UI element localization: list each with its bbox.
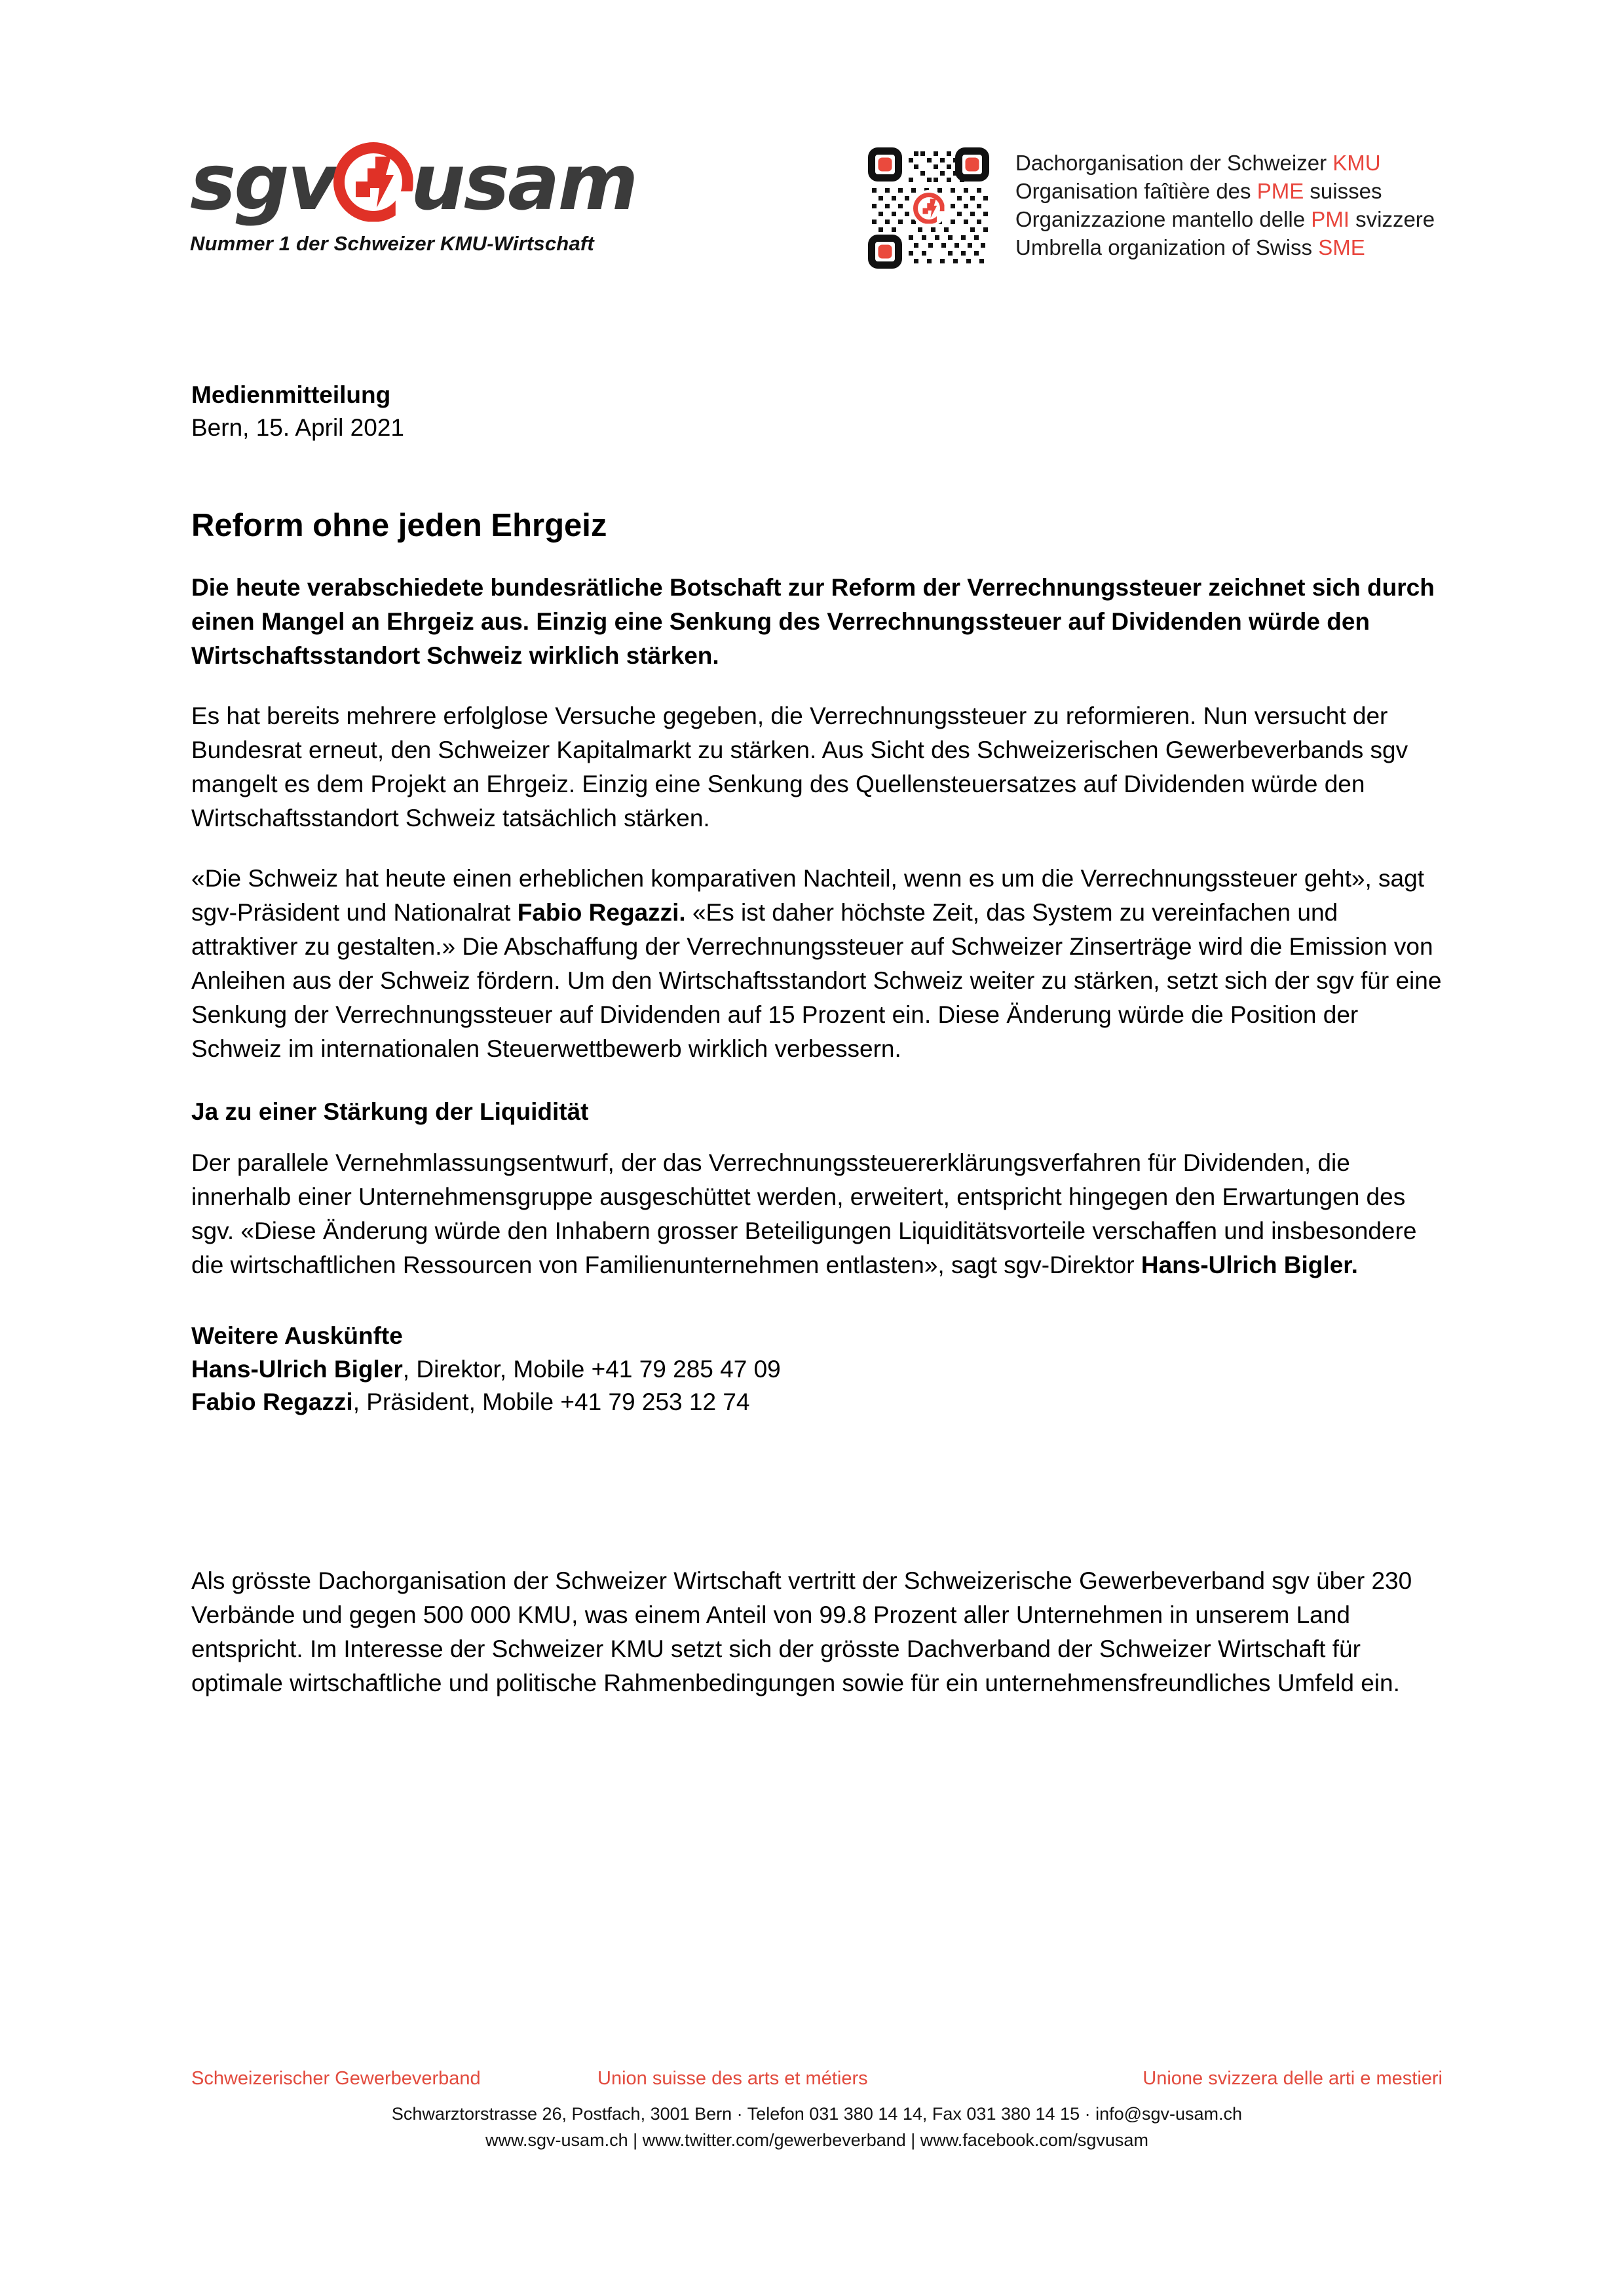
logo-word-usam: usam [410, 136, 637, 227]
sgv-usam-logo [190, 136, 637, 256]
body-paragraph-3 [191, 1146, 1443, 1282]
claim-de-accent: KMU [1332, 151, 1381, 175]
qr-finder-top-right [955, 147, 989, 182]
logo-word-sgv: sgv [190, 136, 336, 227]
claim-it-suffix: svizzere [1349, 207, 1435, 231]
page-footer [191, 2065, 1443, 2153]
footer-org-de: Schweizerischer Gewerbeverband [191, 2068, 481, 2089]
qr-emblem-cross [920, 198, 939, 219]
footer-address: Schwarztorstrasse 26, Postfach, 3001 Bern · Telefon 031 380 14 14, Fax 031 380 14 15 · info@sgv-usam.ch [391, 2104, 1243, 2124]
claim-line-fr [1015, 177, 1435, 205]
qr-code-icon[interactable] [868, 147, 989, 269]
claim-lines [1015, 147, 1435, 261]
contact-name-regazzi: Fabio Regazzi [191, 1388, 353, 1415]
logo-tagline: Nummer 1 der Schweizer KMU-Wirtschaft [190, 232, 594, 255]
qr-finder-top-left [868, 147, 902, 182]
claim-it-accent: PMI [1311, 207, 1350, 231]
qr-center-sgv-emblem-icon [911, 190, 947, 227]
contact-line-bigler [191, 1353, 1443, 1386]
paragraph-2-text-before: «Die Schweiz hat heute einen erheblichen komparativen Nachteil, wenn es um die Verrechnungssteuer geht», sagt sgv-Präsident und Nationalrat [191, 865, 1424, 926]
body-paragraph-2 [191, 862, 1443, 1066]
contact-detail-regazzi: , Präsident, Mobile +41 79 253 12 74 [352, 1388, 750, 1415]
contact-section-heading: Weitere Auskünfte [191, 1322, 403, 1349]
claim-fr-accent: PME [1256, 179, 1304, 203]
dateline: Bern, 15. April 2021 [191, 414, 404, 441]
page-title: Reform ohne jeden Ehrgeiz [191, 508, 607, 543]
document-type-label: Medienmitteilung [191, 381, 391, 408]
logo-wordmark [190, 136, 637, 227]
footer-links[interactable]: www.sgv-usam.ch | www.twitter.com/gewerbeverband | www.facebook.com/sgvusam [485, 2130, 1148, 2150]
claim-de-prefix: Dachorganisation der Schweizer [1015, 151, 1333, 175]
claim-block [868, 147, 1435, 269]
claim-line-it [1015, 205, 1435, 233]
emblem-cross [348, 155, 400, 209]
quoted-person-regazzi: Fabio Regazzi. [517, 899, 686, 926]
paragraph-2-text-after: «Es ist daher höchste Zeit, das System zu vereinfachen und attraktiver zu gestalten.» Die Abschaffung der Verrechnungssteuer auf Schweizer Zinserträge wird die Emission von Anleihen aus der Schweiz fördern. Um den Wirtschaftsstandort Schweiz weiter zu stärken, setzt sich der sgv für eine Senkung der Verrechnungssteuer auf Dividenden auf 15 Prozent ein. Diese Änderung würde die Position der Schweiz im internationalen Steuerwettbewerb wirklich verbessern. [191, 899, 1442, 1062]
body-paragraph-1: Es hat bereits mehrere erfolglose Versuche gegeben, die Verrechnungssteuer zu reformieren. Nun versucht der Bundesrat erneut, den Schweizer Kapitalmarkt zu stärken. Aus Sicht des Schweizerischen Gewerbeverbands sgv mangelt es dem Projekt an Ehrgeiz. Einzig eine Senkung des Quellensteuersatzes auf Dividenden würde den Wirtschaftsstandort Schweiz tatsächlich stärken. [191, 702, 1408, 832]
page-header [190, 136, 1450, 278]
contact-name-bigler: Hans-Ulrich Bigler [191, 1356, 403, 1383]
contact-detail-bigler: , Direktor, Mobile +41 79 285 47 09 [402, 1356, 781, 1383]
document-content [191, 379, 1443, 1725]
section-subheading: Ja zu einer Stärkung der Liquidität [191, 1098, 589, 1125]
paragraph-3-text-before: Der parallele Vernehmlassungsentwurf, der das Verrechnungssteuererklärungsverfahren für Dividenden, die innerhalb einer Unternehmensgruppe ausgeschüttet werden, erweitert, entspricht hingegen den Erwartungen des sgv. «Diese Änderung würde den Inhabern grosser Beteiligungen Liquiditätsvorteile verschaffen und insbesondere die wirtschaftlichen Ressourcen von Familienunternehmen entlasten», sagt sgv-Direktor [191, 1149, 1417, 1278]
quoted-person-bigler: Hans-Ulrich Bigler. [1141, 1252, 1358, 1278]
contact-line-regazzi [191, 1386, 1443, 1419]
lead-paragraph: Die heute verabschiedete bundesrätliche Botschaft zur Reform der Verrechnungssteuer zeichnet sich durch einen Mangel an Ehrgeiz aus. Einzig eine Senkung des Verrechnungssteuer auf Dividenden würde den Wirtschaftsstandort Schweiz wirklich stärken. [191, 574, 1435, 669]
sgv-swiss-cross-emblem-icon [333, 142, 413, 222]
claim-it-prefix: Organizzazione mantello delle [1015, 207, 1312, 231]
claim-fr-suffix: suisses [1304, 179, 1382, 203]
boilerplate-paragraph: Als grösste Dachorganisation der Schweizer Wirtschaft vertritt der Schweizerische Gewerbeverband sgv über 230 Verbände und gegen 500 000 KMU, was einem Anteil von 99.8 Prozent aller Unternehmen in unserem Land entspricht. Im Interesse der Schweizer KMU setzt sich der grösste Dachverband der Schweizer Wirtschaft für optimale wirtschaftliche und politische Rahmenbedingungen sowie für ein unternehmensfreundliches Umfeld ein. [191, 1567, 1412, 1696]
qr-finder-bottom-left [868, 235, 902, 269]
footer-org-it: Unione svizzera delle arti e mestieri [1142, 2068, 1443, 2089]
claim-line-en [1015, 233, 1435, 261]
footer-organization-names [191, 2065, 1443, 2092]
claim-en-prefix: Umbrella organization of Swiss [1015, 235, 1319, 259]
claim-en-accent: SME [1318, 235, 1365, 259]
claim-line-de [1015, 149, 1435, 177]
footer-org-fr: Union suisse des arts et métiers [597, 2068, 868, 2089]
claim-fr-prefix: Organisation faîtière des [1015, 179, 1257, 203]
